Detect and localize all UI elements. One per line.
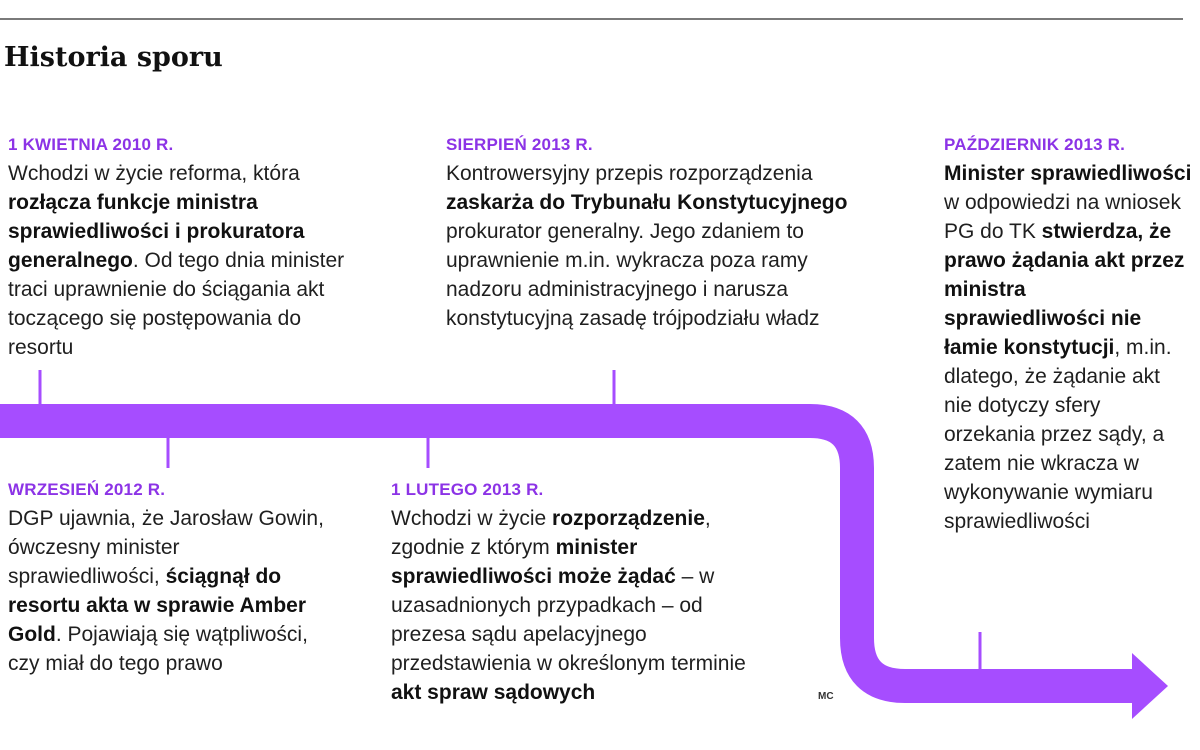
page-title: Historia sporu: [4, 42, 223, 73]
event-date: WRZESIEŃ 2012 R.: [8, 480, 166, 499]
event-date: SIERPIEŃ 2013 R.: [446, 135, 593, 154]
highlight-text: minister sprawiedliwości może żądać: [391, 536, 676, 588]
body-text: , m.in. dlatego, że żądanie akt nie dotyczy sfery orzekania przez sądy, a zatem nie wkracza w wykonywanie wymiaru sprawiedliwości: [944, 336, 1172, 533]
event-2013-08: [446, 135, 871, 333]
highlight-text: rozporządzenie: [552, 507, 705, 530]
body-text: . Od tego dnia minister traci uprawnienie do ściągania akt toczącego się postępowania do resortu: [8, 249, 345, 359]
highlight-text: rozłącza funkcje ministra sprawiedliwości i prokuratora generalnego: [8, 191, 305, 272]
body-text: w odpowiedzi na wniosek PG do TK: [944, 191, 1181, 243]
event-2013-02: [391, 480, 766, 707]
body-text: Kontrowersyjny przepis rozporządzenia: [446, 162, 813, 185]
body-text: . Pojawiają się wątpliwości, czy miał do tego prawo: [8, 623, 308, 675]
highlight-text: ściągnął do resortu akta w sprawie Amber Gold: [8, 565, 306, 646]
event-text: [391, 504, 766, 707]
event-2013-10: [944, 135, 1192, 536]
event-text: [8, 159, 368, 362]
body-text: DGP ujawnia, że Jarosław Gowin, ówczesny minister sprawiedliwości,: [8, 507, 324, 588]
event-date: 1 KWIETNIA 2010 R.: [8, 135, 174, 154]
highlight-text: zaskarża do Trybunału Konstytucyjnego: [446, 191, 848, 214]
event-text: [446, 159, 871, 333]
event-date: PAŹDZIERNIK 2013 R.: [944, 135, 1126, 154]
body-text: – w uzasadnionych przypadkach – od prezesa sądu apelacyjnego przedstawienia w określonym terminie: [391, 565, 746, 675]
body-text: , zgodnie z którym: [391, 507, 711, 559]
body-text: Wchodzi w życie reforma, która: [8, 162, 300, 185]
event-2012-09: [8, 480, 333, 678]
event-date: 1 LUTEGO 2013 R.: [391, 480, 544, 499]
body-text: prokurator generalny. Jego zdaniem to uprawnienie m.in. wykracza poza ramy nadzoru administracyjnego i narusza konstytucyjną zasadę trójpodziału władz: [446, 220, 820, 330]
highlight-text: Minister sprawiedliwości: [944, 162, 1192, 185]
event-text: [944, 159, 1192, 536]
author-credit: MC: [818, 691, 834, 702]
timeline-arrowhead: [1132, 653, 1168, 719]
highlight-text: stwierdza, że prawo żądania akt przez ministra sprawiedliwości nie łamie konstytucji: [944, 220, 1185, 359]
highlight-text: akt spraw sądowych: [391, 681, 596, 704]
body-text: Wchodzi w życie: [391, 507, 553, 530]
event-text: [8, 504, 333, 678]
event-2010-04: [8, 135, 368, 362]
